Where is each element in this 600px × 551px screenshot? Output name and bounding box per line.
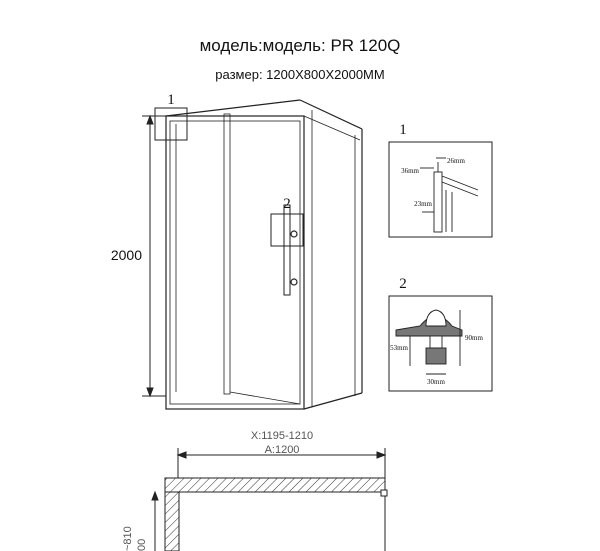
plan-x-range: X:1195-1210	[250, 430, 314, 442]
handle-knob-top	[291, 231, 297, 237]
plan-a-value: A:1200	[264, 444, 300, 456]
detail-1-dim-a: 36mm	[401, 167, 419, 175]
front-frame-inner	[170, 121, 300, 404]
front-frame	[166, 116, 304, 409]
detail-2-dim-width: 30mm	[427, 378, 445, 386]
height-dimension	[142, 116, 166, 396]
top-edge-side	[300, 100, 362, 129]
callout-box-2	[271, 214, 303, 246]
plan-side-wall	[165, 492, 179, 551]
plan-walls	[165, 478, 387, 551]
handle-knob-bottom	[291, 279, 297, 285]
plan-side-value: 00	[136, 538, 148, 551]
size-subtitle: размер: 1200X800X2000MM	[215, 67, 385, 82]
detail-1-dim-c: 23mm	[414, 200, 432, 208]
callout-box-1	[155, 108, 187, 140]
enclosure-elevation	[166, 100, 362, 409]
door-bottom	[230, 392, 300, 404]
plan-depth-dimension	[152, 492, 158, 551]
callout-2-label: 2	[283, 196, 291, 212]
detail-2-dim-height: 53mm	[390, 344, 408, 352]
model-title: модель:модель: PR 120Q	[199, 36, 401, 55]
detail-2-label: 2	[399, 276, 407, 292]
detail-2-profile	[396, 310, 462, 374]
plan-back-wall	[165, 478, 385, 492]
door-handle	[284, 205, 290, 295]
detail-1-profile	[420, 158, 478, 232]
detail-1-label: 1	[399, 122, 407, 138]
detail-2-dim-total: 90mm	[465, 334, 483, 342]
door-edge	[224, 114, 230, 394]
height-label: 2000	[110, 247, 142, 263]
side-panel-bottom	[304, 393, 362, 409]
detail-1-dim-b: 26mm	[447, 157, 465, 165]
plan-side-range: ~810	[122, 526, 134, 551]
callout-1-label: 1	[167, 92, 175, 108]
